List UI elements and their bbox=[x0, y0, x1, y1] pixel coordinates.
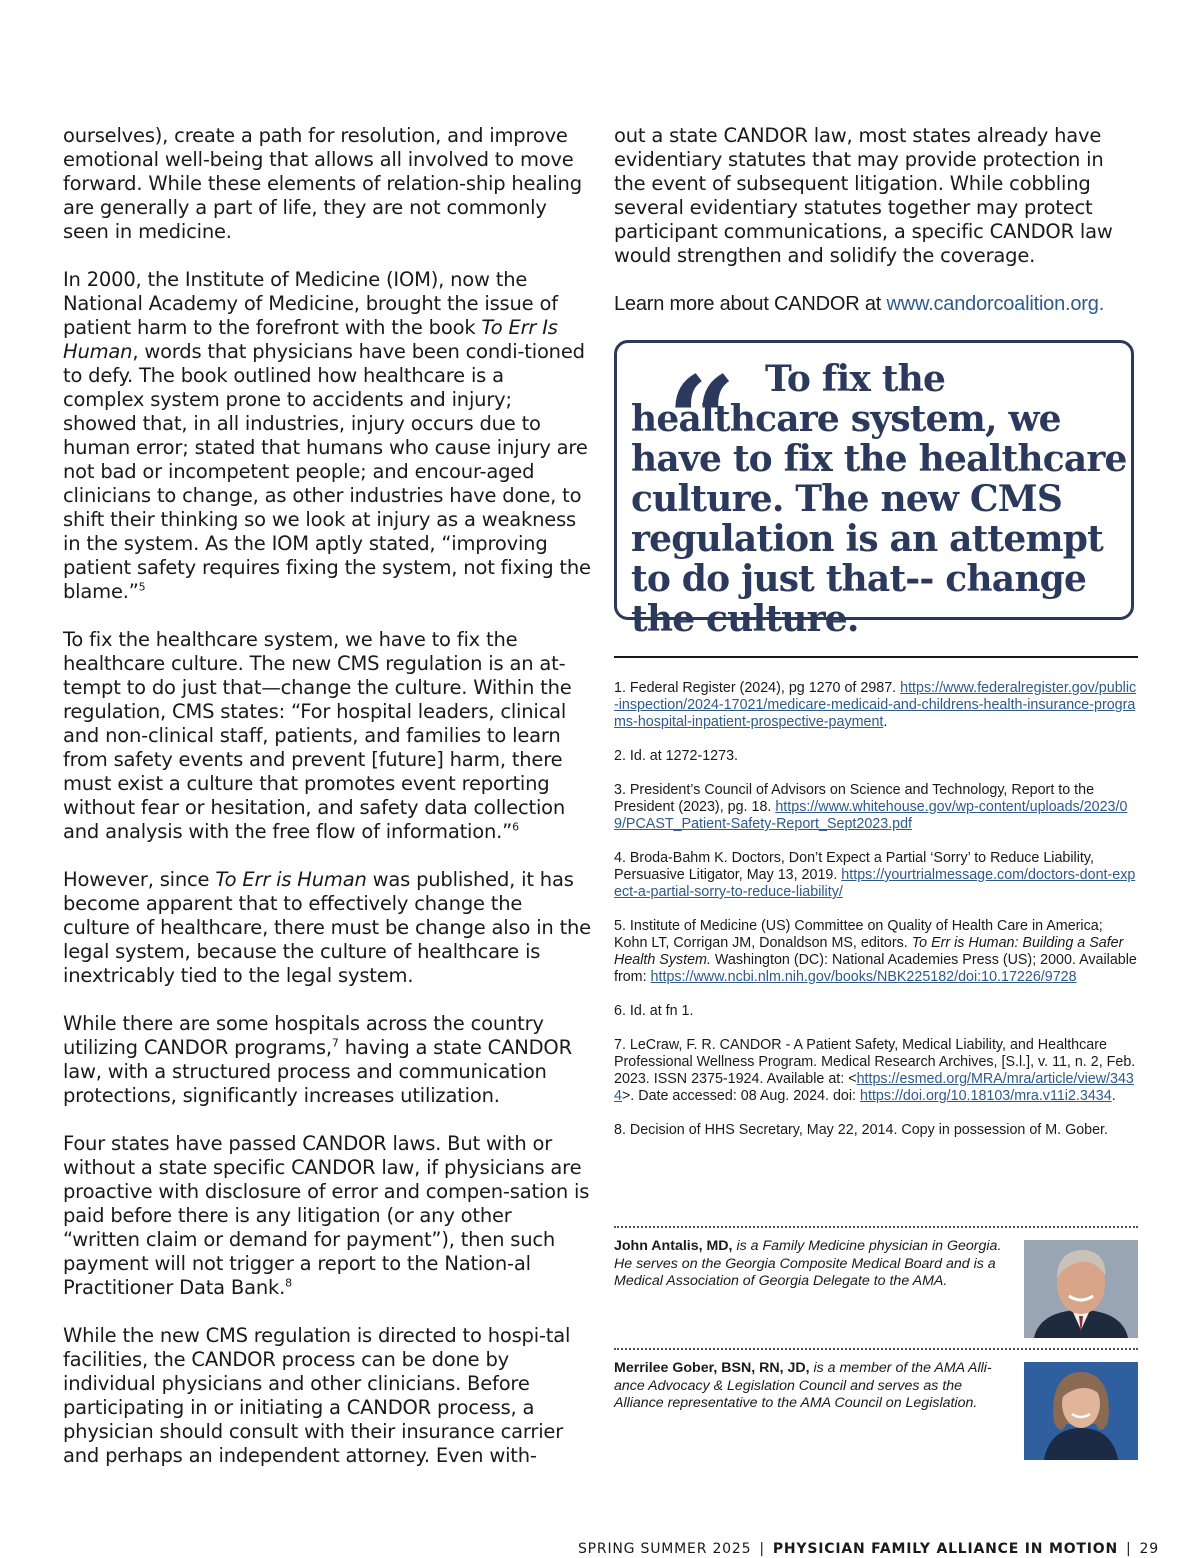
footnote-link[interactable]: https://www.federalregister.gov/public-inspection/2024-17021/medicare-medicaid-and-childrens-health-insurance-programs-hospital-inpatient-prospective-payment bbox=[614, 680, 1137, 730]
publication-title: PHYSICIAN FAMILY ALLIANCE IN MOTION bbox=[772, 1541, 1119, 1557]
footnote-link[interactable]: https://yourtrialmessage.com/doctors-dont-expect-a-partial-sorry-to-reduce-liability/ bbox=[614, 867, 1136, 900]
footer-separator: | bbox=[759, 1541, 765, 1557]
learn-more-line bbox=[614, 292, 1138, 316]
pull-quote-text bbox=[631, 350, 1131, 640]
footnote bbox=[614, 680, 1138, 731]
footnote-link[interactable]: https://www.ncbi.nlm.nih.gov/books/NBK225182/doi:10.17226/9728 bbox=[650, 969, 1077, 985]
footnote-text: 6. Id. at fn 1. bbox=[614, 1003, 694, 1019]
author-name: John Antalis, MD, bbox=[614, 1238, 733, 1254]
pull-quote-body: To fix the healthcare system, we have to fix the healthcare culture. The new CMS regulation is an attempt to do just that-- change the culture. bbox=[631, 358, 1127, 640]
article-left-column bbox=[63, 124, 591, 1492]
footnote-ref: 8 bbox=[285, 1276, 292, 1290]
footnote-text: 5. Institute of Medicine (US) Committee on Quality of Health Care in America; Kohn LT, Corrigan JM, Donaldson MS, editors. bbox=[614, 918, 1103, 951]
text-run: To fix the healthcare system, we have to fix the healthcare culture. The new CMS regulation is an at-tempt to do just that—change the culture. Within the regulation, CMS states: “For hospital leaders, clinical and non-clinical staff, patients, and families to learn from safety events and prevent [future] harm, there must exist a culture that promotes event reporting without fear or hesitation, and safety data collection and analysis with the free flow of information.” bbox=[63, 628, 572, 843]
learn-more-text: Learn more about CANDOR at bbox=[614, 293, 887, 315]
text-run: While there are some hospitals across the country utilizing CANDOR programs, bbox=[63, 1012, 544, 1059]
quote-mark-icon: “ bbox=[667, 350, 737, 491]
book-title: To Err Is Human bbox=[63, 316, 558, 363]
footnote-text: 8. Decision of HHS Secretary, May 22, 2014. Copy in possession of M. Gober. bbox=[614, 1122, 1109, 1138]
author-bio bbox=[614, 1226, 1138, 1340]
paragraph bbox=[63, 1012, 591, 1108]
article-right-column bbox=[614, 124, 1138, 340]
footnote-text: . bbox=[1111, 1088, 1116, 1104]
footnote-text: 4. Broda-Bahm K. Doctors, Don’t Expect a Partial ‘Sorry’ to Reduce Liability, Persuasive Litigator, May 13, 2019. bbox=[614, 850, 1094, 883]
footnotes bbox=[614, 680, 1138, 1156]
text-run: In 2000, the Institute of Medicine (IOM), now the National Academy of Medicine, brought the issue of patient harm to the forefront with the book bbox=[63, 268, 558, 339]
footer-separator: | bbox=[1126, 1541, 1132, 1557]
footnote-ref: 5 bbox=[138, 580, 146, 594]
footnote-link[interactable]: https://esmed.org/MRA/mra/article/view/3434 bbox=[614, 1071, 1134, 1104]
paragraph bbox=[63, 868, 591, 988]
footnote bbox=[614, 918, 1138, 986]
footnote-link[interactable]: https://doi.org/10.18103/mra.v11i2.3434 bbox=[860, 1088, 1112, 1104]
author-photo bbox=[1024, 1240, 1138, 1338]
author-bio-text bbox=[614, 1360, 1014, 1413]
footnote bbox=[614, 1003, 1138, 1020]
paragraph bbox=[63, 268, 591, 604]
footnote-link[interactable]: https://www.whitehouse.gov/wp-content/uploads/2023/09/PCAST_Patient-Safety-Report_Sept2023.pdf bbox=[614, 799, 1128, 832]
issue-label: SPRING SUMMER 2025 bbox=[578, 1541, 752, 1557]
paragraph bbox=[63, 628, 591, 844]
footnote bbox=[614, 850, 1138, 901]
paragraph: out a state CANDOR law, most states already have evidentiary statutes that may provide protection in the event of subsequent litigation. While cobbling several evidentiary statutes together may protect participant communications, a specific CANDOR law would strengthen and solidify the coverage. bbox=[614, 124, 1113, 267]
footnote bbox=[614, 1122, 1138, 1139]
author-photo bbox=[1024, 1362, 1138, 1460]
footnote-book-title: To Err is Human: Building a Safer Health System. bbox=[614, 935, 1124, 968]
footnote-ref: 7 bbox=[331, 1036, 339, 1050]
footnotes-divider bbox=[614, 656, 1138, 658]
footnote-text: >. Date accessed: 08 Aug. 2024. doi: bbox=[621, 1088, 861, 1104]
page-footer bbox=[578, 1541, 1159, 1557]
author-description: is a Family Medicine physician in Georgia. He serves on the Georgia Composite Medical Board and is a Medical Association of Georgia Delegate to the AMA. bbox=[614, 1238, 1002, 1289]
footnote bbox=[614, 782, 1138, 833]
page-number: 29 bbox=[1139, 1541, 1159, 1557]
text-run: Four states have passed CANDOR laws. But with or without a state specific CANDOR law, if physicians are proactive with disclosure of error and compen-sation is paid before there is any litigation (or any other “written claim or demand for payment”), then such payment will not trigger a report to the Nation-al Practitioner Data Bank. bbox=[63, 1132, 590, 1299]
pull-quote-box bbox=[614, 340, 1134, 640]
author-description: is a member of the AMA Alli-ance Advocacy & Legislation Council and serves as the Alliance representative to the AMA Council on Legislation. bbox=[614, 1360, 992, 1411]
author-bio-text bbox=[614, 1238, 1014, 1291]
paragraph bbox=[63, 1132, 591, 1300]
text-run: However, since bbox=[63, 868, 216, 891]
footnote bbox=[614, 1037, 1138, 1105]
footnote-text: Washington (DC): National Academies Press (US); 2000. Available from: bbox=[614, 952, 1137, 985]
footnote bbox=[614, 748, 1138, 765]
footnote-text: 1. Federal Register (2024), pg 1270 of 2987. bbox=[614, 680, 901, 696]
candor-coalition-link[interactable]: www.candorcoalition.org. bbox=[886, 293, 1105, 315]
paragraph: While the new CMS regulation is directed to hospi-tal facilities, the CANDOR process can be done by individual physicians and other clinicians. Before participating in or initiating a CANDOR process, a physician should consult with their insurance carrier and perhaps an independent attorney. Even with- bbox=[63, 1324, 571, 1467]
text-run: , words that physicians have been condi-tioned to defy. The book outlined how healthcare is a complex system prone to accidents and injury; showed that, in all industries, injury occurs due to human error; stated that humans who cause injury are not bad or incompetent people; and encour-aged clinicians to change, as other industries have done, to shift their thinking so we look at injury as a weakness in the system. As the IOM aptly stated, “improving patient safety requires fixing the system, not fixing the blame.” bbox=[63, 340, 591, 603]
author-bio bbox=[614, 1348, 1138, 1460]
book-title: To Err is Human bbox=[215, 868, 367, 891]
footnote-ref: 6 bbox=[512, 820, 519, 834]
paragraph: ourselves), create a path for resolution, and improve emotional well-being that allows all involved to move forward. While these elements of relation-ship healing are generally a part of life, they are not commonly seen in medicine. bbox=[63, 124, 582, 243]
footnote-text: . bbox=[883, 714, 888, 730]
footnote-text: 2. Id. at 1272-1273. bbox=[614, 748, 739, 764]
text-run: having a state CANDOR law, with a structured process and communication protections, significantly increases utilization. bbox=[63, 1036, 572, 1107]
author-name: Merrilee Gober, BSN, RN, JD, bbox=[614, 1360, 810, 1376]
text-run: was published, it has become apparent that to effectively change the culture of healthcare, there must be change also in the legal system, because the culture of healthcare is inextricably tied to the legal system. bbox=[63, 868, 591, 987]
footnote-text: 7. LeCraw, F. R. CANDOR - A Patient Safety, Medical Liability, and Healthcare Professional Wellness Program. Medical Research Archives, [S.l.], v. 11, n. 2, Feb. 2023. ISSN 2375-1924. Available at: < bbox=[614, 1037, 1136, 1087]
footnote-text: 3. President’s Council of Advisors on Science and Technology, Report to the President (2023), pg. 18. bbox=[614, 782, 1095, 815]
